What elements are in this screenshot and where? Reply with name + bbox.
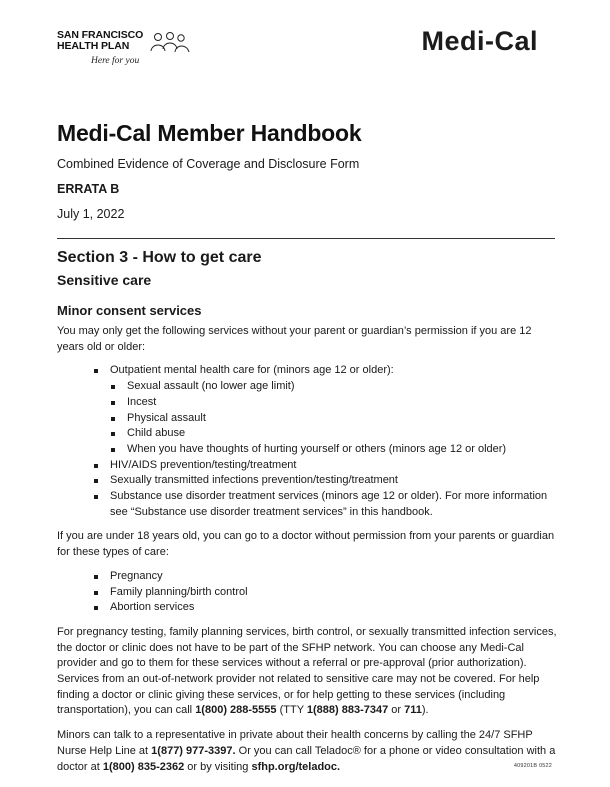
list-item: Family planning/birth control <box>110 585 559 601</box>
under18-list <box>57 569 559 616</box>
nurse-phone-number: 1(877) 977-3397. <box>151 744 236 757</box>
list-item: Child abuse <box>127 426 559 442</box>
people-logo-icon <box>148 31 192 55</box>
tty-short-number: 711 <box>404 704 422 717</box>
under18-intro: If you are under 18 years old, you can go to a doctor without permission from your parents or guardian for these types of care: <box>57 530 555 559</box>
list-item: Pregnancy <box>110 569 559 585</box>
section-title: Section 3 - How to get care <box>57 249 262 266</box>
divider <box>57 238 555 239</box>
footer-code: 409201B 0522 <box>513 763 552 769</box>
paragraph-text: For pregnancy testing, family planning services, birth control, or sexually transmitted infection services, the doctor or clinic does not have to be part of the SFHP network. You can choose any Medi-Cal provider and go to them for these services without a referral or pre-approval (prior authorization). Services from an out-of-network provider not related to sensitive care may not be covered. For help finding a doctor or clinic giving these services, or for help getting to these services (including transportation), you can call <box>57 625 557 717</box>
outpatient-sublist <box>110 379 559 458</box>
body-content <box>57 324 559 775</box>
date: July 1, 2022 <box>57 207 125 221</box>
tty-number: 1(888) 883-7347 <box>306 704 389 717</box>
medi-cal-logo: Medi-Cal <box>421 26 538 56</box>
paragraph-text: (TTY <box>276 704 307 717</box>
page-title: Medi-Cal Member Handbook <box>57 120 362 146</box>
errata-label: ERRATA B <box>57 182 120 196</box>
nurse-paragraph <box>57 728 559 775</box>
paragraph-text: Minors can talk to a representative in private about their health concerns by calling the 24/7 SFHP Nurse Help Line at <box>57 729 533 757</box>
minor-consent-intro: You may only get the following services without your parent or guardian’s permission if you are 12 years old or older: <box>57 325 532 353</box>
paragraph-text: or by visiting <box>184 760 252 773</box>
minor-consent-heading: Minor consent services <box>57 303 202 318</box>
list-item: Substance use disorder treatment services (minors age 12 or older). For more information see “Substance use disorder treatment services” in this handbook. <box>110 489 559 520</box>
phone-number: 1(800) 288-5555 <box>195 704 277 717</box>
paragraph-text: Or you can call Teladoc® for a phone or video consultation with a doctor at <box>57 744 556 773</box>
teladoc-link[interactable]: sfhp.org/teladoc. <box>251 760 341 773</box>
minor-consent-list <box>57 363 559 520</box>
paragraph-text: or <box>388 704 405 717</box>
list-item <box>110 363 559 457</box>
list-item: HIV/AIDS prevention/testing/treatment <box>110 458 559 474</box>
teladoc-phone-number: 1(800) 835-2362 <box>102 760 185 773</box>
list-item-text: Outpatient mental health care for (minors age 12 or older): <box>110 364 394 377</box>
pregnancy-paragraph <box>57 625 559 719</box>
logo-tagline: Here for you <box>91 56 140 66</box>
list-item: Sexually transmitted infections prevention/testing/treatment <box>110 473 559 489</box>
paragraph-text: ). <box>421 704 429 717</box>
list-item: Abortion services <box>110 600 559 616</box>
list-item: Incest <box>127 395 559 411</box>
sfhp-logo <box>57 30 197 70</box>
list-item: Physical assault <box>127 411 559 427</box>
logo-line2: HEALTH PLAN <box>57 40 130 52</box>
subsection-title: Sensitive care <box>57 272 152 288</box>
list-item: Sexual assault (no lower age limit) <box>127 379 559 395</box>
list-item: When you have thoughts of hurting yourself or others (minors age 12 or older) <box>127 442 559 458</box>
subtitle: Combined Evidence of Coverage and Disclosure Form <box>57 157 360 171</box>
logo-line1: SAN FRANCISCO <box>57 29 144 41</box>
